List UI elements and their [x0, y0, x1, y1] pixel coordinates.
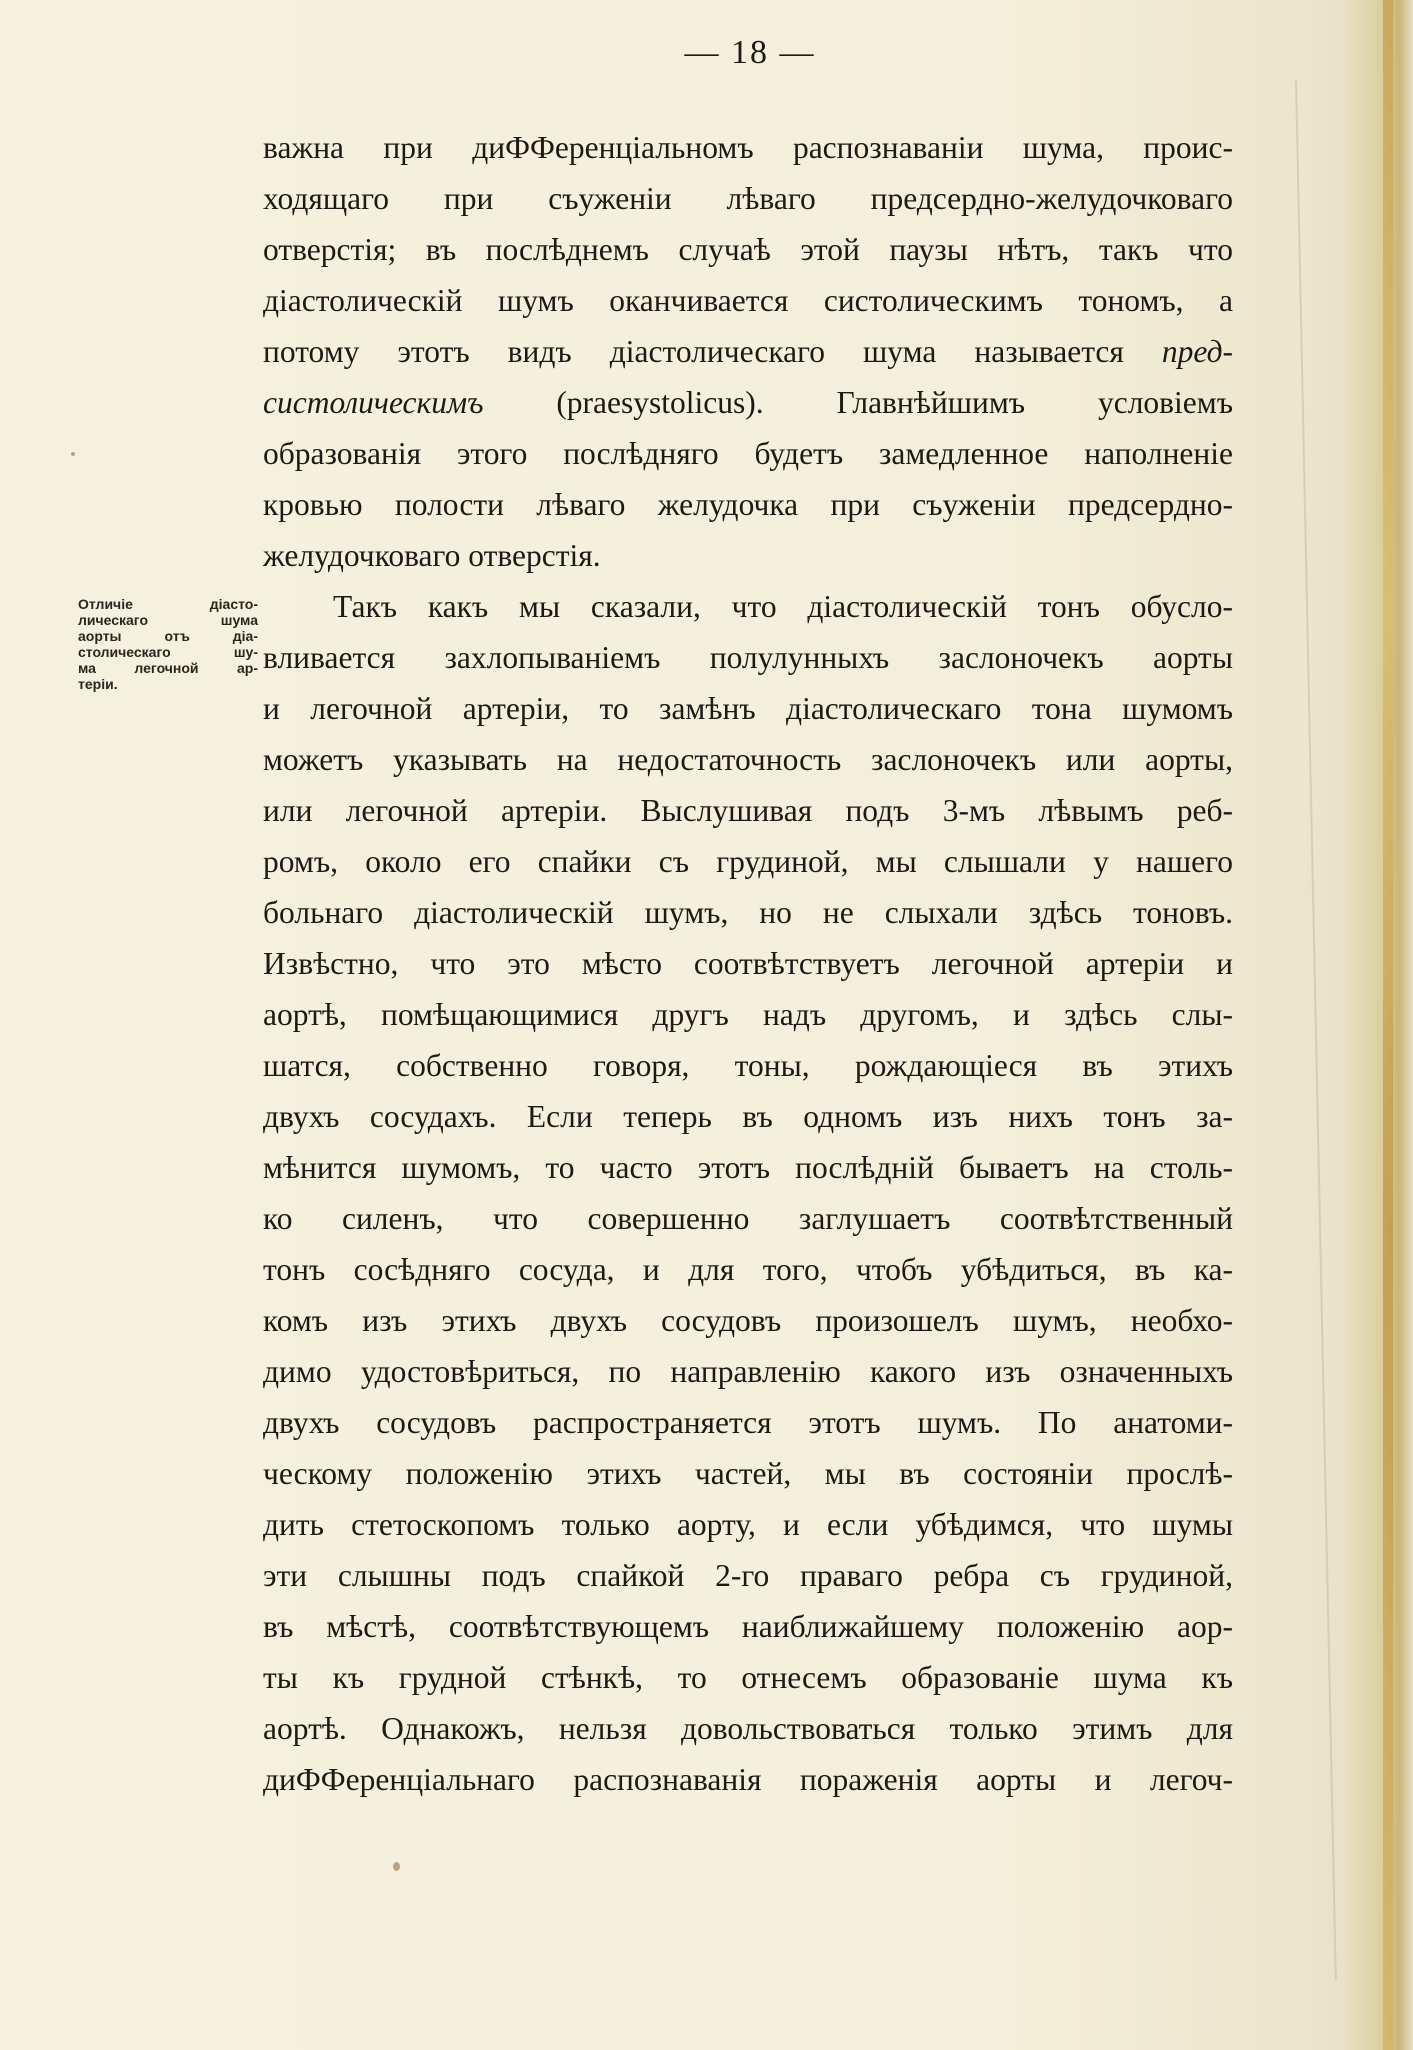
margin-note-line: терiи.	[78, 676, 118, 692]
text-line	[263, 377, 1233, 428]
italic-term: пред-	[1161, 334, 1233, 369]
italic-term: систолическимъ	[263, 385, 484, 420]
text-line: аортѣ. Однакожъ, нельзя довольствоваться только этимъ для	[263, 1711, 1233, 1746]
margin-note	[78, 596, 258, 692]
page-fold-line	[1295, 80, 1337, 1980]
text-line: тонъ сосѣдняго сосуда, и для того, чтобъ убѣдиться, въ ка-	[263, 1252, 1233, 1287]
text-line: диФФеренцiальнаго распознаванiя пораженiя аорты и легоч-	[263, 1762, 1233, 1797]
text-line: димо удостовѣриться, по направленiю какого изъ означенныхъ	[263, 1354, 1233, 1389]
text-line: двухъ сосудахъ. Если теперь въ одномъ изъ нихъ тонъ за-	[263, 1099, 1233, 1134]
text-line: дiастолическiй шумъ оканчивается систолическимъ тономъ, а	[263, 283, 1233, 318]
paper-speck	[393, 1862, 400, 1871]
text-line	[263, 326, 1233, 377]
paper-speck	[71, 452, 75, 456]
text-line: Извѣстно, что это мѣсто соотвѣтствуетъ легочной артерiи и	[263, 946, 1233, 981]
text-line: мѣнится шумомъ, то часто этотъ послѣднiй бываетъ на столь-	[263, 1150, 1233, 1185]
text-line: Такъ какъ мы сказали, что дiастолическiй тонъ обусло-	[333, 589, 1233, 624]
text-line: ты къ грудной стѣнкѣ, то отнесемъ образованiе шума къ	[263, 1660, 1233, 1695]
margin-note-line: ма легочной ар-	[78, 660, 258, 676]
text-line: шатся, собственно говоря, тоны, рождающiеся въ этихъ	[263, 1048, 1233, 1083]
text-line: двухъ сосудовъ распространяется этотъ шумъ. По анатоми-	[263, 1405, 1233, 1440]
text-line: и легочной артерiи, то замѣнъ дiастолическаго тона шумомъ	[263, 691, 1233, 726]
margin-note-line: аорты отъ дiа-	[78, 628, 258, 644]
text-run: потому этотъ видъ дiастолическаго шума называется	[263, 334, 1162, 369]
text-line: больнаго дiастолическiй шумъ, но не слыхали здѣсь тоновъ.	[263, 895, 1233, 930]
text-line: комъ изъ этихъ двухъ сосудовъ произошелъ шумъ, необхо-	[263, 1303, 1233, 1338]
margin-note-line: лическаго шума	[78, 612, 258, 628]
text-line: вливается захлопыванiемъ полулунныхъ заслоночекъ аорты	[263, 640, 1233, 675]
body-text	[263, 122, 1233, 1805]
text-line: можетъ указывать на недостаточность заслоночекъ или аорты,	[263, 742, 1233, 777]
text-line: кровью полости лѣваго желудочка при съуженiи предсердно-	[263, 487, 1233, 522]
text-line: эти слышны подъ спайкой 2-го праваго ребра съ грудиной,	[263, 1558, 1233, 1593]
text-line: желудочковаго отверстiя.	[263, 538, 601, 573]
page-right-edge	[1343, 0, 1413, 2050]
margin-note-line: Отличiе дiасто-	[78, 596, 258, 612]
text-line: образованiя этого послѣдняго будетъ замедленное наполненiе	[263, 436, 1233, 471]
text-run: (praesystolicus). Главнѣйшимъ условiемъ	[483, 385, 1233, 420]
text-line: аортѣ, помѣщающимися другъ надъ другомъ, и здѣсь слы-	[263, 997, 1233, 1032]
text-line: ко силенъ, что совершенно заглушаетъ соотвѣтственный	[263, 1201, 1233, 1236]
text-line: ромъ, около его спайки съ грудиной, мы слышали у нашего	[263, 844, 1233, 879]
text-line: ческому положенiю этихъ частей, мы въ состоянiи прослѣ-	[263, 1456, 1233, 1491]
margin-note-line: столическаго шу-	[78, 644, 258, 660]
binding-stripe	[1383, 0, 1393, 2050]
text-line: важна при диФФеренцiальномъ распознаванiи шума, проис-	[263, 130, 1233, 165]
text-line: отверстiя; въ послѣднемъ случаѣ этой паузы нѣтъ, такъ что	[263, 232, 1233, 267]
page-number: — 18 —	[684, 34, 816, 71]
text-line: въ мѣстѣ, соотвѣтствующемъ наиближайшему положенiю аор-	[263, 1609, 1233, 1644]
text-line: дить стетоскопомъ только аорту, и если убѣдимся, что шумы	[263, 1507, 1233, 1542]
text-line: ходящаго при съуженiи лѣваго предсердно-желудочковаго	[263, 181, 1233, 216]
text-line: или легочной артерiи. Выслушивая подъ 3-мъ лѣвымъ реб-	[263, 793, 1233, 828]
